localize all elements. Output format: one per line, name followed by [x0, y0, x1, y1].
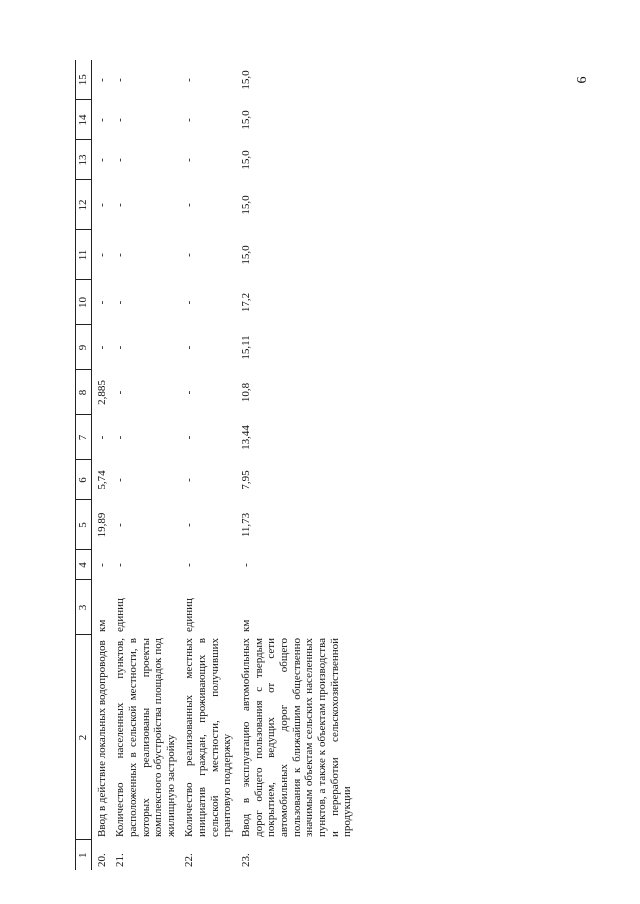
header-cell: 3: [76, 580, 92, 635]
value-cell: -: [95, 300, 108, 305]
unit-cell: км: [95, 619, 108, 632]
value-cell: -: [183, 390, 196, 395]
header-cell: 5: [76, 500, 92, 550]
header-cell: 2: [76, 635, 92, 840]
value-cell: 10,8: [240, 382, 253, 403]
indicator-name: Количество реализованных местных инициатив граждан, проживающих в сельской местности, получивших грантовую поддержку: [183, 638, 234, 837]
header-cell: 12: [76, 180, 92, 230]
value-cell: -: [183, 300, 196, 305]
value-cell: -: [114, 478, 127, 482]
value-cell: 15,0: [240, 150, 253, 170]
rotated-table-sheet: [75, 60, 585, 870]
value-cell: -: [95, 253, 108, 257]
value-cell: -: [183, 345, 196, 350]
header-cell: 1: [76, 840, 92, 870]
table-row: [179, 60, 236, 870]
value-cell: -: [95, 203, 108, 207]
value-cell: 5,74: [95, 470, 108, 490]
header-cell: 9: [76, 325, 92, 370]
value-cell: -: [183, 523, 196, 527]
value-cell: -: [183, 563, 196, 567]
unit-cell: км: [240, 619, 253, 632]
value-cell: -: [114, 300, 127, 305]
page-number: 6: [575, 76, 590, 84]
value-cell: -: [114, 118, 127, 122]
value-cell: -: [114, 390, 127, 395]
value-cell: -: [95, 345, 108, 350]
value-cell: -: [95, 435, 108, 440]
unit-cell: единиц: [183, 598, 196, 632]
value-cell: 15,0: [240, 195, 253, 215]
header-cell: 8: [76, 370, 92, 415]
value-cell: 17,2: [240, 292, 253, 313]
value-cell: -: [183, 78, 196, 82]
value-cell: -: [114, 523, 127, 527]
value-cell: -: [183, 158, 196, 162]
value-cell: -: [95, 158, 108, 162]
value-cell: 15,0: [240, 70, 253, 90]
table-row: [91, 60, 110, 870]
value-cell: -: [240, 563, 253, 567]
value-cell: 2,885: [95, 380, 108, 405]
header-cell: 11: [76, 230, 92, 280]
header-cell: 13: [76, 140, 92, 180]
value-cell: -: [183, 435, 196, 440]
header-cell: 10: [76, 280, 92, 325]
value-cell: 15,11: [240, 335, 253, 360]
value-cell: -: [183, 118, 196, 122]
header-cell: 6: [76, 460, 92, 500]
value-cell: -: [95, 563, 108, 567]
header-cell: 7: [76, 415, 92, 460]
value-cell: -: [95, 78, 108, 82]
header-row: [76, 60, 92, 870]
table-row: [236, 60, 356, 870]
row-number: 21.: [114, 853, 127, 867]
row-number: 23.: [240, 853, 253, 867]
value-cell: 15,0: [240, 110, 253, 130]
value-cell: -: [183, 478, 196, 482]
value-cell: 11,73: [240, 512, 253, 538]
header-cell: 14: [76, 100, 92, 140]
indicator-name: Ввод в действие локальных водопроводов: [95, 640, 108, 837]
value-cell: -: [114, 563, 127, 567]
value-cell: -: [114, 345, 127, 350]
value-cell: -: [183, 203, 196, 207]
header-cell: 4: [76, 550, 92, 580]
value-cell: -: [95, 118, 108, 122]
value-cell: -: [114, 435, 127, 440]
value-cell: 7,95: [240, 470, 253, 490]
indicator-name: Ввод в эксплуатацию автомобильных дорог общего пользования с твердым покрытием, ведущих от сети автомобильных дорог общего пользования к ближайшим общественно значимым объектам сельских населенных пунктов, а также к объектам производства и переработки сельскохозяйственной продукции: [240, 638, 354, 837]
indicator-name: Количество населенных пунктов, расположенных в сельской местности, в которых реализованы проекты комплексного обустройства площадок под жилищную застройку: [114, 638, 177, 837]
indicators-table: [75, 60, 356, 870]
value-cell: 13,44: [240, 425, 253, 450]
unit-cell: единиц: [114, 598, 127, 632]
row-number: 22.: [183, 853, 196, 867]
row-number: 20.: [95, 853, 108, 867]
value-cell: 15,0: [240, 245, 253, 265]
header-cell: 15: [76, 60, 92, 100]
value-cell: -: [114, 253, 127, 257]
value-cell: -: [114, 158, 127, 162]
value-cell: 19,89: [95, 512, 108, 538]
value-cell: -: [183, 253, 196, 257]
table-row: [110, 60, 179, 870]
value-cell: -: [114, 78, 127, 82]
value-cell: -: [114, 203, 127, 207]
